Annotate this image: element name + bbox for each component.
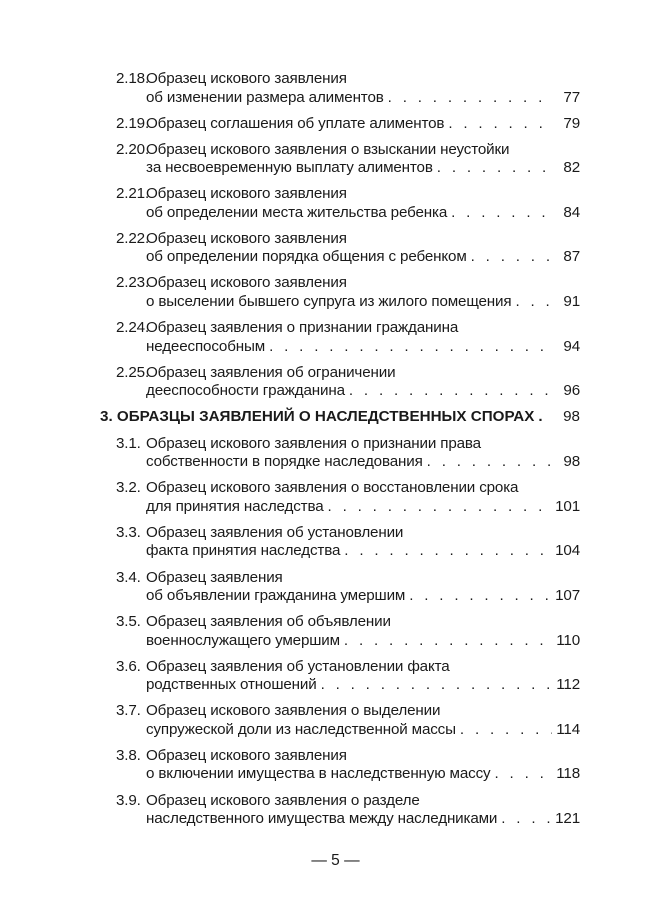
toc-entry-title: Образец искового заявления о восстановлении срока — [146, 479, 519, 497]
dot-leader — [494, 765, 552, 784]
toc-entry-number: 3.9. — [116, 791, 141, 809]
toc-entry — [100, 613, 580, 650]
toc-chapter-heading — [100, 408, 580, 427]
toc-entry-title: Образец заявления об ограничении — [146, 363, 396, 381]
toc-entry — [100, 141, 580, 178]
toc-entry-number: 3.6. — [116, 657, 141, 675]
toc-entry-page: 87 — [563, 248, 580, 266]
toc-entry-title: для принятия наследства — [146, 497, 324, 515]
toc-entry-page: 96 — [563, 382, 580, 400]
toc-entry-title: Образец искового заявления о разделе — [146, 791, 420, 809]
toc-entry-title: Образец искового заявления — [146, 70, 347, 87]
toc-entry — [100, 274, 580, 311]
toc-entry-page: 114 — [556, 720, 580, 738]
toc-entry-number: 3.5. — [116, 613, 141, 631]
toc-entry-number: 3.8. — [116, 746, 141, 764]
toc-entry-title: Образец заявления об установлении факта — [146, 657, 450, 675]
dot-leader — [451, 204, 554, 223]
toc-entry-title: Образец искового заявления — [146, 185, 347, 203]
toc-entry-title: родственных отношений — [146, 676, 317, 694]
toc-entry-title: об изменении размера алиментов — [146, 88, 384, 106]
toc-entry-title: за несвоевременную выплату алиментов — [146, 159, 433, 177]
toc-entry-title: Образец заявления об установлении — [146, 523, 404, 541]
toc-entry-title: супружеской доли из наследственной массы — [146, 720, 456, 738]
toc-entry-page: 121 — [555, 810, 580, 827]
toc-entry — [100, 364, 580, 401]
toc-entry-page: 98 — [563, 453, 580, 471]
toc-entry-number: 2.19. — [116, 114, 150, 132]
toc-entry-title: Образец искового заявления о выделении — [146, 702, 441, 720]
toc-entry-title: об объявлении гражданина умершим — [146, 587, 406, 605]
chapter-title: 3. ОБРАЗЦЫ ЗАЯВЛЕНИЙ О НАСЛЕДСТВЕННЫХ СПОРАХ — [100, 408, 535, 426]
dot-leader — [269, 338, 554, 357]
toc-entry-page: 101 — [555, 497, 580, 515]
toc-entry — [100, 70, 580, 107]
dot-leader — [344, 542, 551, 561]
toc-entry — [100, 702, 580, 739]
dot-leader — [349, 382, 554, 401]
toc-entry-title: Образец заявления — [146, 568, 283, 586]
toc-entry-title: Образец искового заявления — [146, 746, 347, 764]
toc-entry-number: 3.3. — [116, 523, 141, 541]
toc-entry — [100, 792, 580, 829]
toc-entry-page: 79 — [563, 114, 580, 132]
toc-entry-page: 84 — [563, 203, 580, 221]
dot-leader — [538, 408, 554, 427]
toc-entry-title: о включении имущества в наследственную массу — [146, 765, 491, 783]
toc-entry-title: собственности в порядке наследования — [146, 453, 423, 471]
dot-leader — [344, 632, 552, 651]
toc-entry — [100, 185, 580, 222]
toc-entry-number: 3.2. — [116, 479, 141, 497]
toc-entry-title: Образец соглашения об уплате алиментов — [146, 114, 445, 132]
dot-leader — [409, 587, 551, 606]
toc-entry-page: 98 — [563, 408, 580, 426]
toc-entry — [100, 524, 580, 561]
toc-entry-number: 3.7. — [116, 702, 141, 720]
toc-entry-page: 91 — [563, 292, 580, 310]
toc-entry-title: наследственного имущества между наследниками — [146, 810, 498, 827]
toc-entry-page: 82 — [563, 159, 580, 177]
toc-entry-title: дееспособности гражданина — [146, 382, 345, 400]
toc-entry-title: недееспособным — [146, 337, 266, 355]
toc-entry-title: Образец заявления об объявлении — [146, 613, 391, 631]
dot-leader — [321, 676, 553, 695]
toc-entry — [100, 569, 580, 606]
dot-leader — [427, 453, 554, 472]
toc-entry-number: 2.20. — [116, 140, 150, 158]
toc-entry-number: 3.4. — [116, 568, 141, 586]
toc-entry-title: Образец искового заявления о взыскании неустойки — [146, 140, 510, 158]
toc-entry-number: 2.22. — [116, 229, 150, 247]
dot-leader — [388, 89, 554, 108]
toc-entry-title: об определении порядка общения с ребенком — [146, 248, 467, 266]
toc-entry — [100, 479, 580, 516]
dot-leader — [460, 721, 552, 740]
dot-leader — [471, 248, 554, 267]
dot-leader — [515, 293, 554, 312]
toc-entry-number: 2.25. — [116, 363, 150, 381]
toc-entry — [100, 747, 580, 784]
dot-leader — [501, 810, 551, 829]
toc-entry-title: Образец искового заявления — [146, 229, 347, 247]
toc-entry-page: 107 — [555, 587, 580, 605]
toc-entry-title: факта принятия наследства — [146, 542, 341, 560]
toc-entry-page: 104 — [555, 542, 580, 560]
toc-entry-page: 112 — [556, 676, 580, 694]
toc-entry-number: 2.21. — [116, 185, 150, 203]
toc-entry-title: Образец искового заявления о признании права — [146, 434, 481, 452]
toc-entry-title: о выселении бывшего супруга из жилого помещения — [146, 292, 512, 310]
toc-entry — [100, 230, 580, 267]
toc-entry-title: военнослужащего умершим — [146, 631, 340, 649]
dot-leader — [448, 115, 554, 134]
toc-entry — [100, 658, 580, 695]
dot-leader — [328, 498, 552, 517]
toc-entry — [100, 435, 580, 472]
toc-entry-title: Образец искового заявления — [146, 274, 347, 292]
toc-entry — [100, 115, 580, 134]
toc-entry-page: 118 — [556, 765, 580, 783]
toc-entry-title: об определении места жительства ребенка — [146, 203, 448, 221]
table-of-contents — [100, 70, 580, 836]
toc-entry-number: 2.24. — [116, 319, 150, 337]
toc-entry — [100, 319, 580, 356]
toc-entry-page: 94 — [563, 337, 580, 355]
toc-entry-number: 3.1. — [116, 434, 141, 452]
toc-entry-number: 2.18. — [116, 70, 150, 87]
toc-entry-title: Образец заявления о признании гражданина — [146, 319, 459, 337]
toc-entry-page: 77 — [563, 88, 580, 106]
toc-entry-number: 2.23. — [116, 274, 150, 292]
dot-leader — [437, 159, 554, 178]
page-number: — 5 — — [311, 852, 360, 869]
toc-entry-page: 110 — [556, 631, 580, 649]
